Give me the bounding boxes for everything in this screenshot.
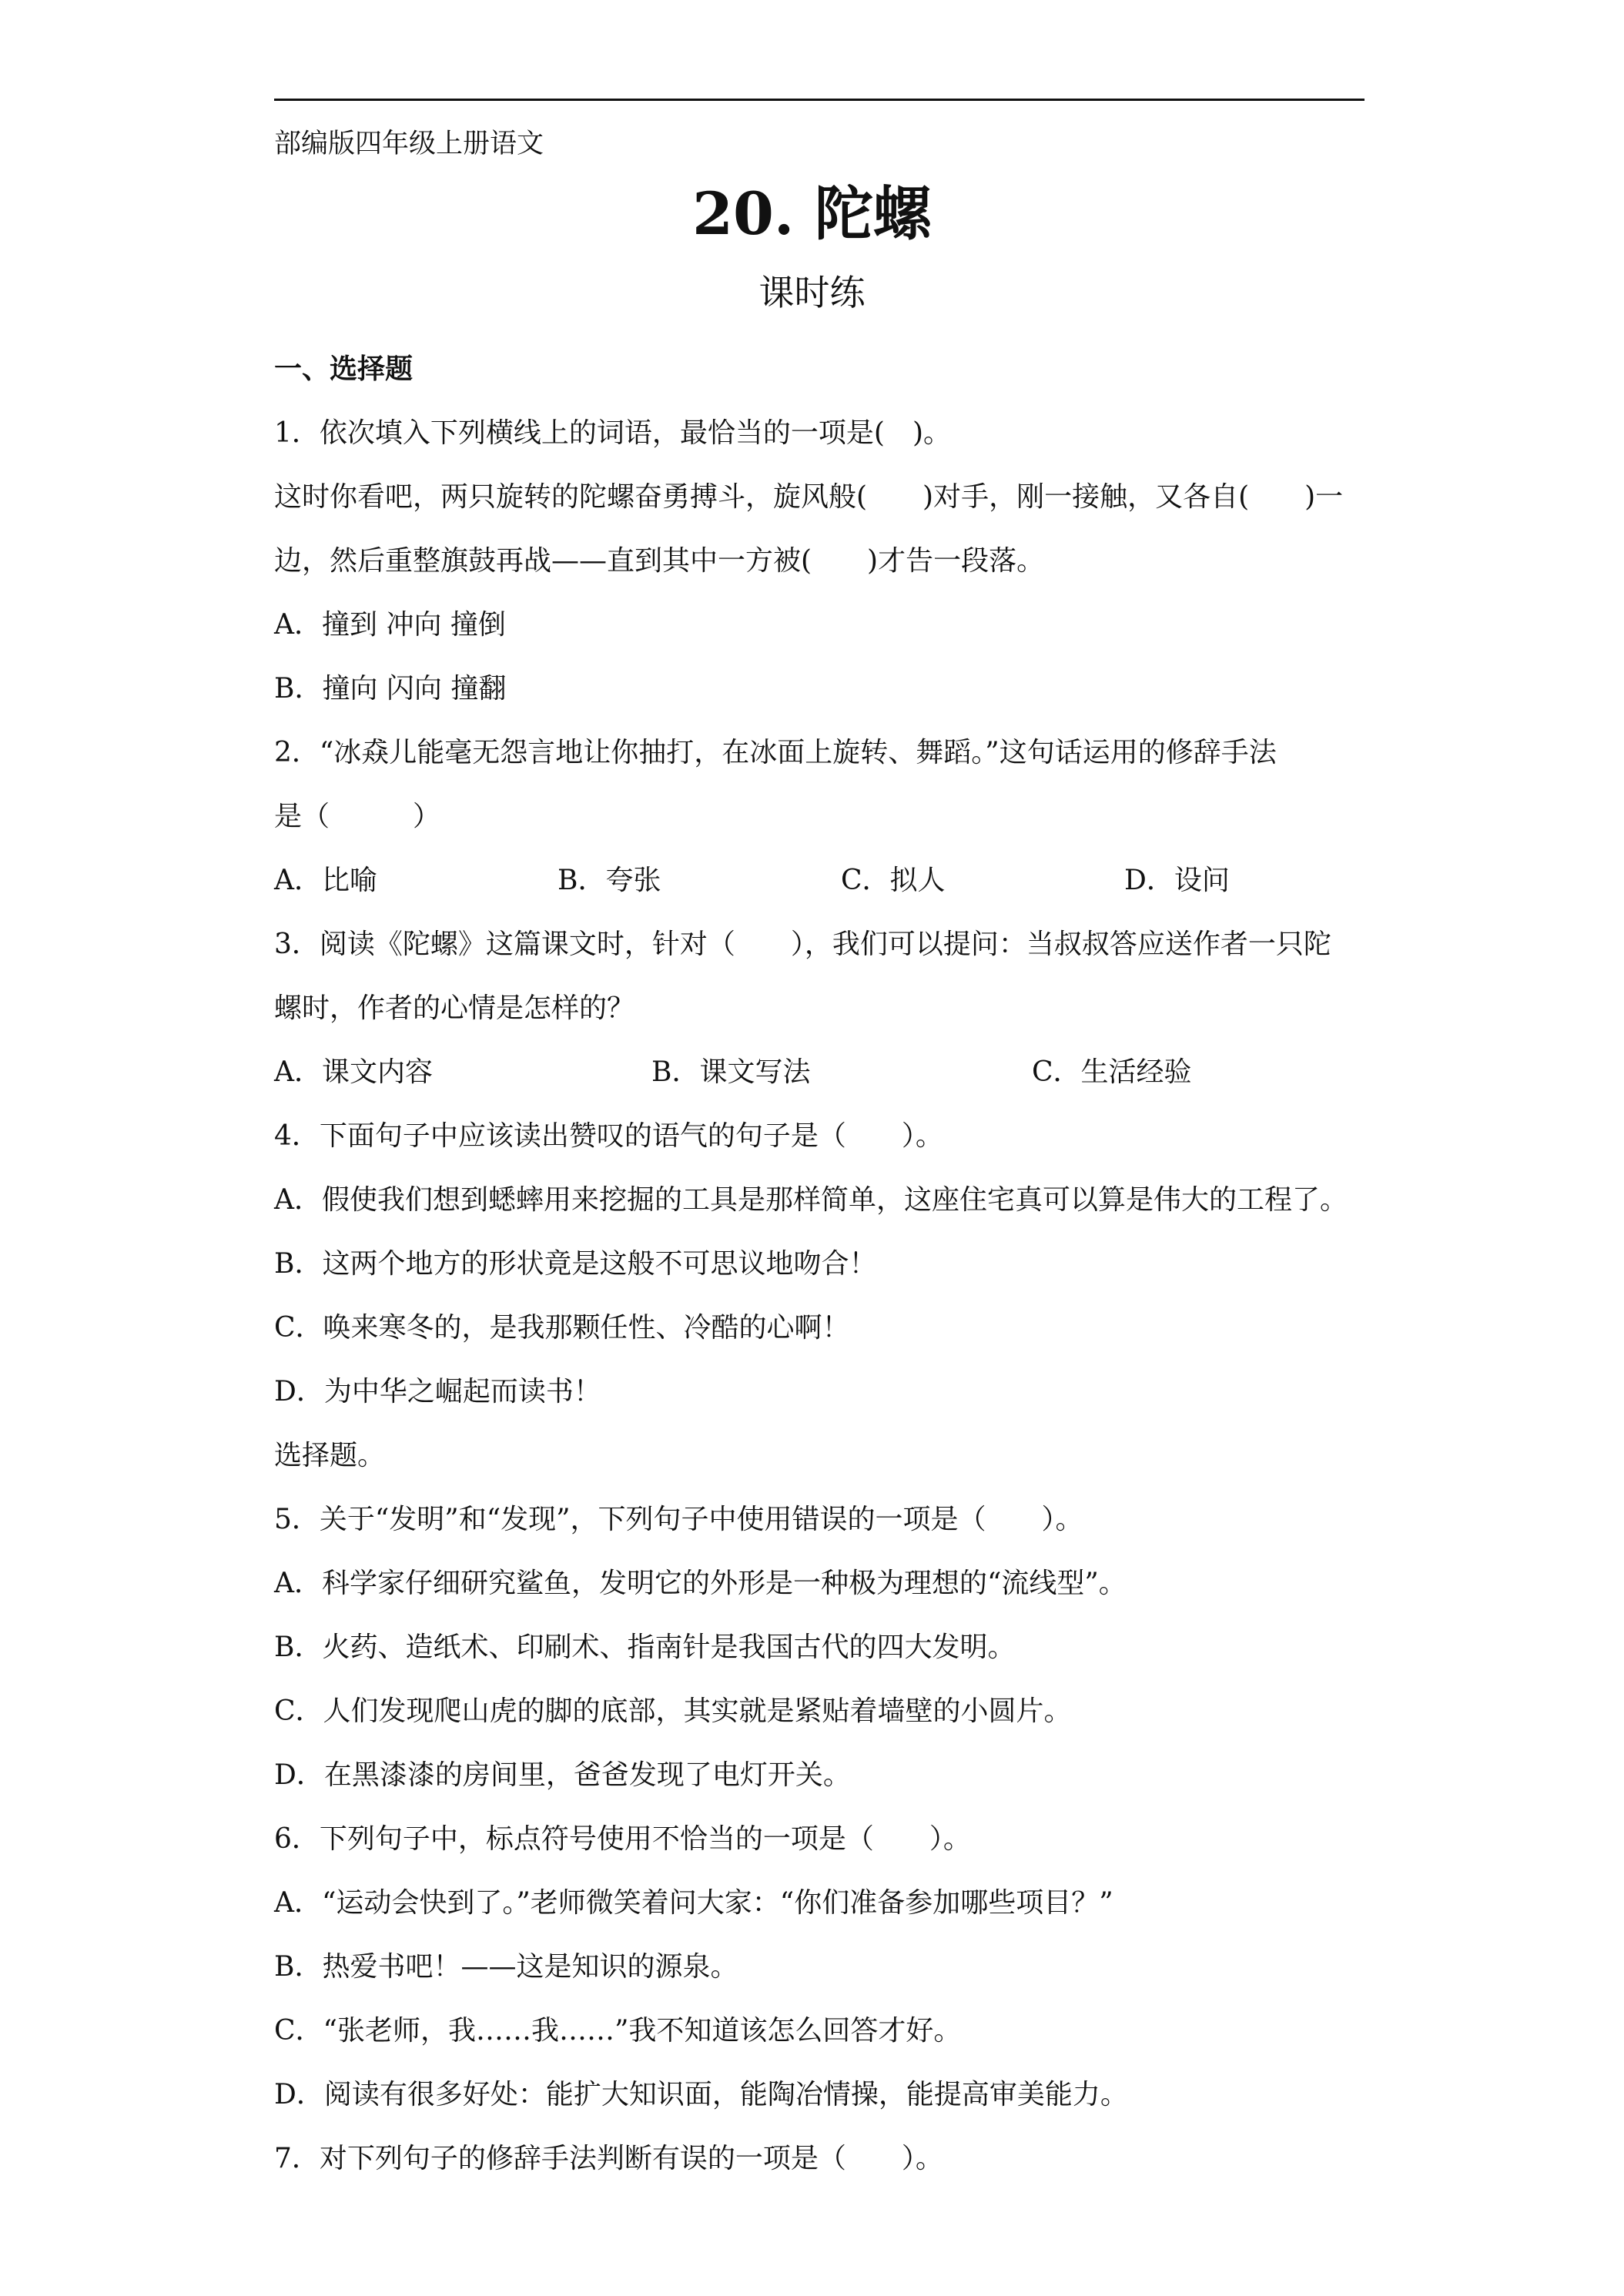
worksheet-body bbox=[274, 337, 1368, 2191]
question-4 bbox=[274, 1104, 1368, 1424]
question-stem: 4．下面句子中应该读出赞叹的语气的句子是（ ）。 bbox=[274, 1120, 943, 1152]
question-stem: 螺时，作者的心情是怎样的？ bbox=[274, 992, 635, 1024]
answer-option[interactable]: B．火药、造纸术、印刷术、指南针是我国古代的四大发明。 bbox=[274, 1632, 1016, 1663]
question-stem: 6．下列句子中，标点符号使用不恰当的一项是（ ）。 bbox=[274, 1823, 971, 1855]
answer-option[interactable]: A．假使我们想到蟋蟀用来挖掘的工具是那样简单，这座住宅真可以算是伟大的工程了。 bbox=[274, 1184, 1348, 1216]
answer-option[interactable]: D．在黑漆漆的房间里，爸爸发现了电灯开关。 bbox=[274, 1759, 851, 1791]
question-passage: 这时你看吧，两只旋转的陀螺奋勇搏斗，旋风般( )对手，刚一接触，又各自( )一 bbox=[274, 481, 1344, 513]
answer-options-row bbox=[274, 1040, 1368, 1104]
answer-option[interactable]: B．热爱书吧！——这是知识的源泉。 bbox=[274, 1951, 738, 1983]
answer-option[interactable]: A．“运动会快到了。”老师微笑着问大家：“你们准备参加哪些项目？” bbox=[274, 1887, 1113, 1919]
question-5 bbox=[274, 1488, 1368, 1807]
answer-option[interactable]: B．这两个地方的形状竟是这般不可思议地吻合！ bbox=[274, 1248, 877, 1280]
question-2 bbox=[274, 721, 1368, 912]
answer-option[interactable]: A．比喻 bbox=[274, 865, 377, 896]
header-label: 部编版四年级上册语文 bbox=[274, 129, 544, 159]
answer-options-row bbox=[274, 848, 1368, 912]
question-6 bbox=[274, 1807, 1368, 2127]
question-stem: 是（ ） bbox=[274, 801, 441, 832]
answer-option[interactable]: C．拟人 bbox=[841, 865, 946, 896]
answer-option[interactable]: C．人们发现爬山虎的脚的底部，其实就是紧贴着墙壁的小圆片。 bbox=[274, 1695, 1072, 1727]
page-title: 20. 陀螺 bbox=[692, 179, 932, 248]
question-stem: 2．“冰猋儿能毫无怨言地让你抽打，在冰面上旋转、舞蹈。”这句话运用的修辞手法 bbox=[274, 737, 1277, 768]
answer-option[interactable]: A．课文内容 bbox=[274, 1056, 433, 1088]
header-rule bbox=[274, 99, 1364, 101]
answer-option[interactable]: A．撞到 冲向 撞倒 bbox=[274, 609, 506, 641]
answer-option[interactable]: B．撞向 闪向 撞翻 bbox=[274, 673, 507, 705]
question-stem: 5．关于“发明”和“发现”，下列句子中使用错误的一项是（ ）。 bbox=[274, 1504, 1083, 1535]
question-7 bbox=[274, 2127, 1368, 2191]
answer-option[interactable]: A．科学家仔细研究鲨鱼，发明它的外形是一种极为理想的“流线型”。 bbox=[274, 1568, 1127, 1599]
section-note: 选择题。 bbox=[274, 1440, 386, 1471]
question-1 bbox=[274, 401, 1368, 721]
answer-option[interactable]: D．设问 bbox=[1124, 865, 1230, 896]
answer-option[interactable]: D．为中华之崛起而读书！ bbox=[274, 1376, 601, 1407]
answer-option[interactable]: D．阅读有很多好处：能扩大知识面，能陶冶情操，能提高审美能力。 bbox=[274, 2079, 1128, 2110]
section-heading: 一、选择题 bbox=[274, 353, 414, 385]
answer-option[interactable]: C．生活经验 bbox=[1032, 1056, 1192, 1088]
answer-option[interactable]: C．“张老师，我……我……”我不知道该怎么回答才好。 bbox=[274, 2015, 962, 2047]
question-passage: 边，然后重整旗鼓再战——直到其中一方被( )才告一段落。 bbox=[274, 545, 1045, 577]
answer-option[interactable]: C．唤来寒冬的，是我那颗任性、冷酷的心啊！ bbox=[274, 1312, 850, 1344]
question-stem: 1．依次填入下列横线上的词语，最恰当的一项是( )。 bbox=[274, 417, 951, 449]
question-3 bbox=[274, 912, 1368, 1104]
page-subtitle: 课时练 bbox=[758, 272, 866, 313]
answer-option[interactable]: B．夸张 bbox=[558, 865, 661, 896]
question-stem: 3．阅读《陀螺》这篇课文时，针对（ ），我们可以提问：当叔叔答应送作者一只陀 bbox=[274, 929, 1331, 960]
question-stem: 7．对下列句子的修辞手法判断有误的一项是（ ）。 bbox=[274, 2143, 943, 2174]
answer-option[interactable]: B．课文写法 bbox=[651, 1056, 811, 1088]
